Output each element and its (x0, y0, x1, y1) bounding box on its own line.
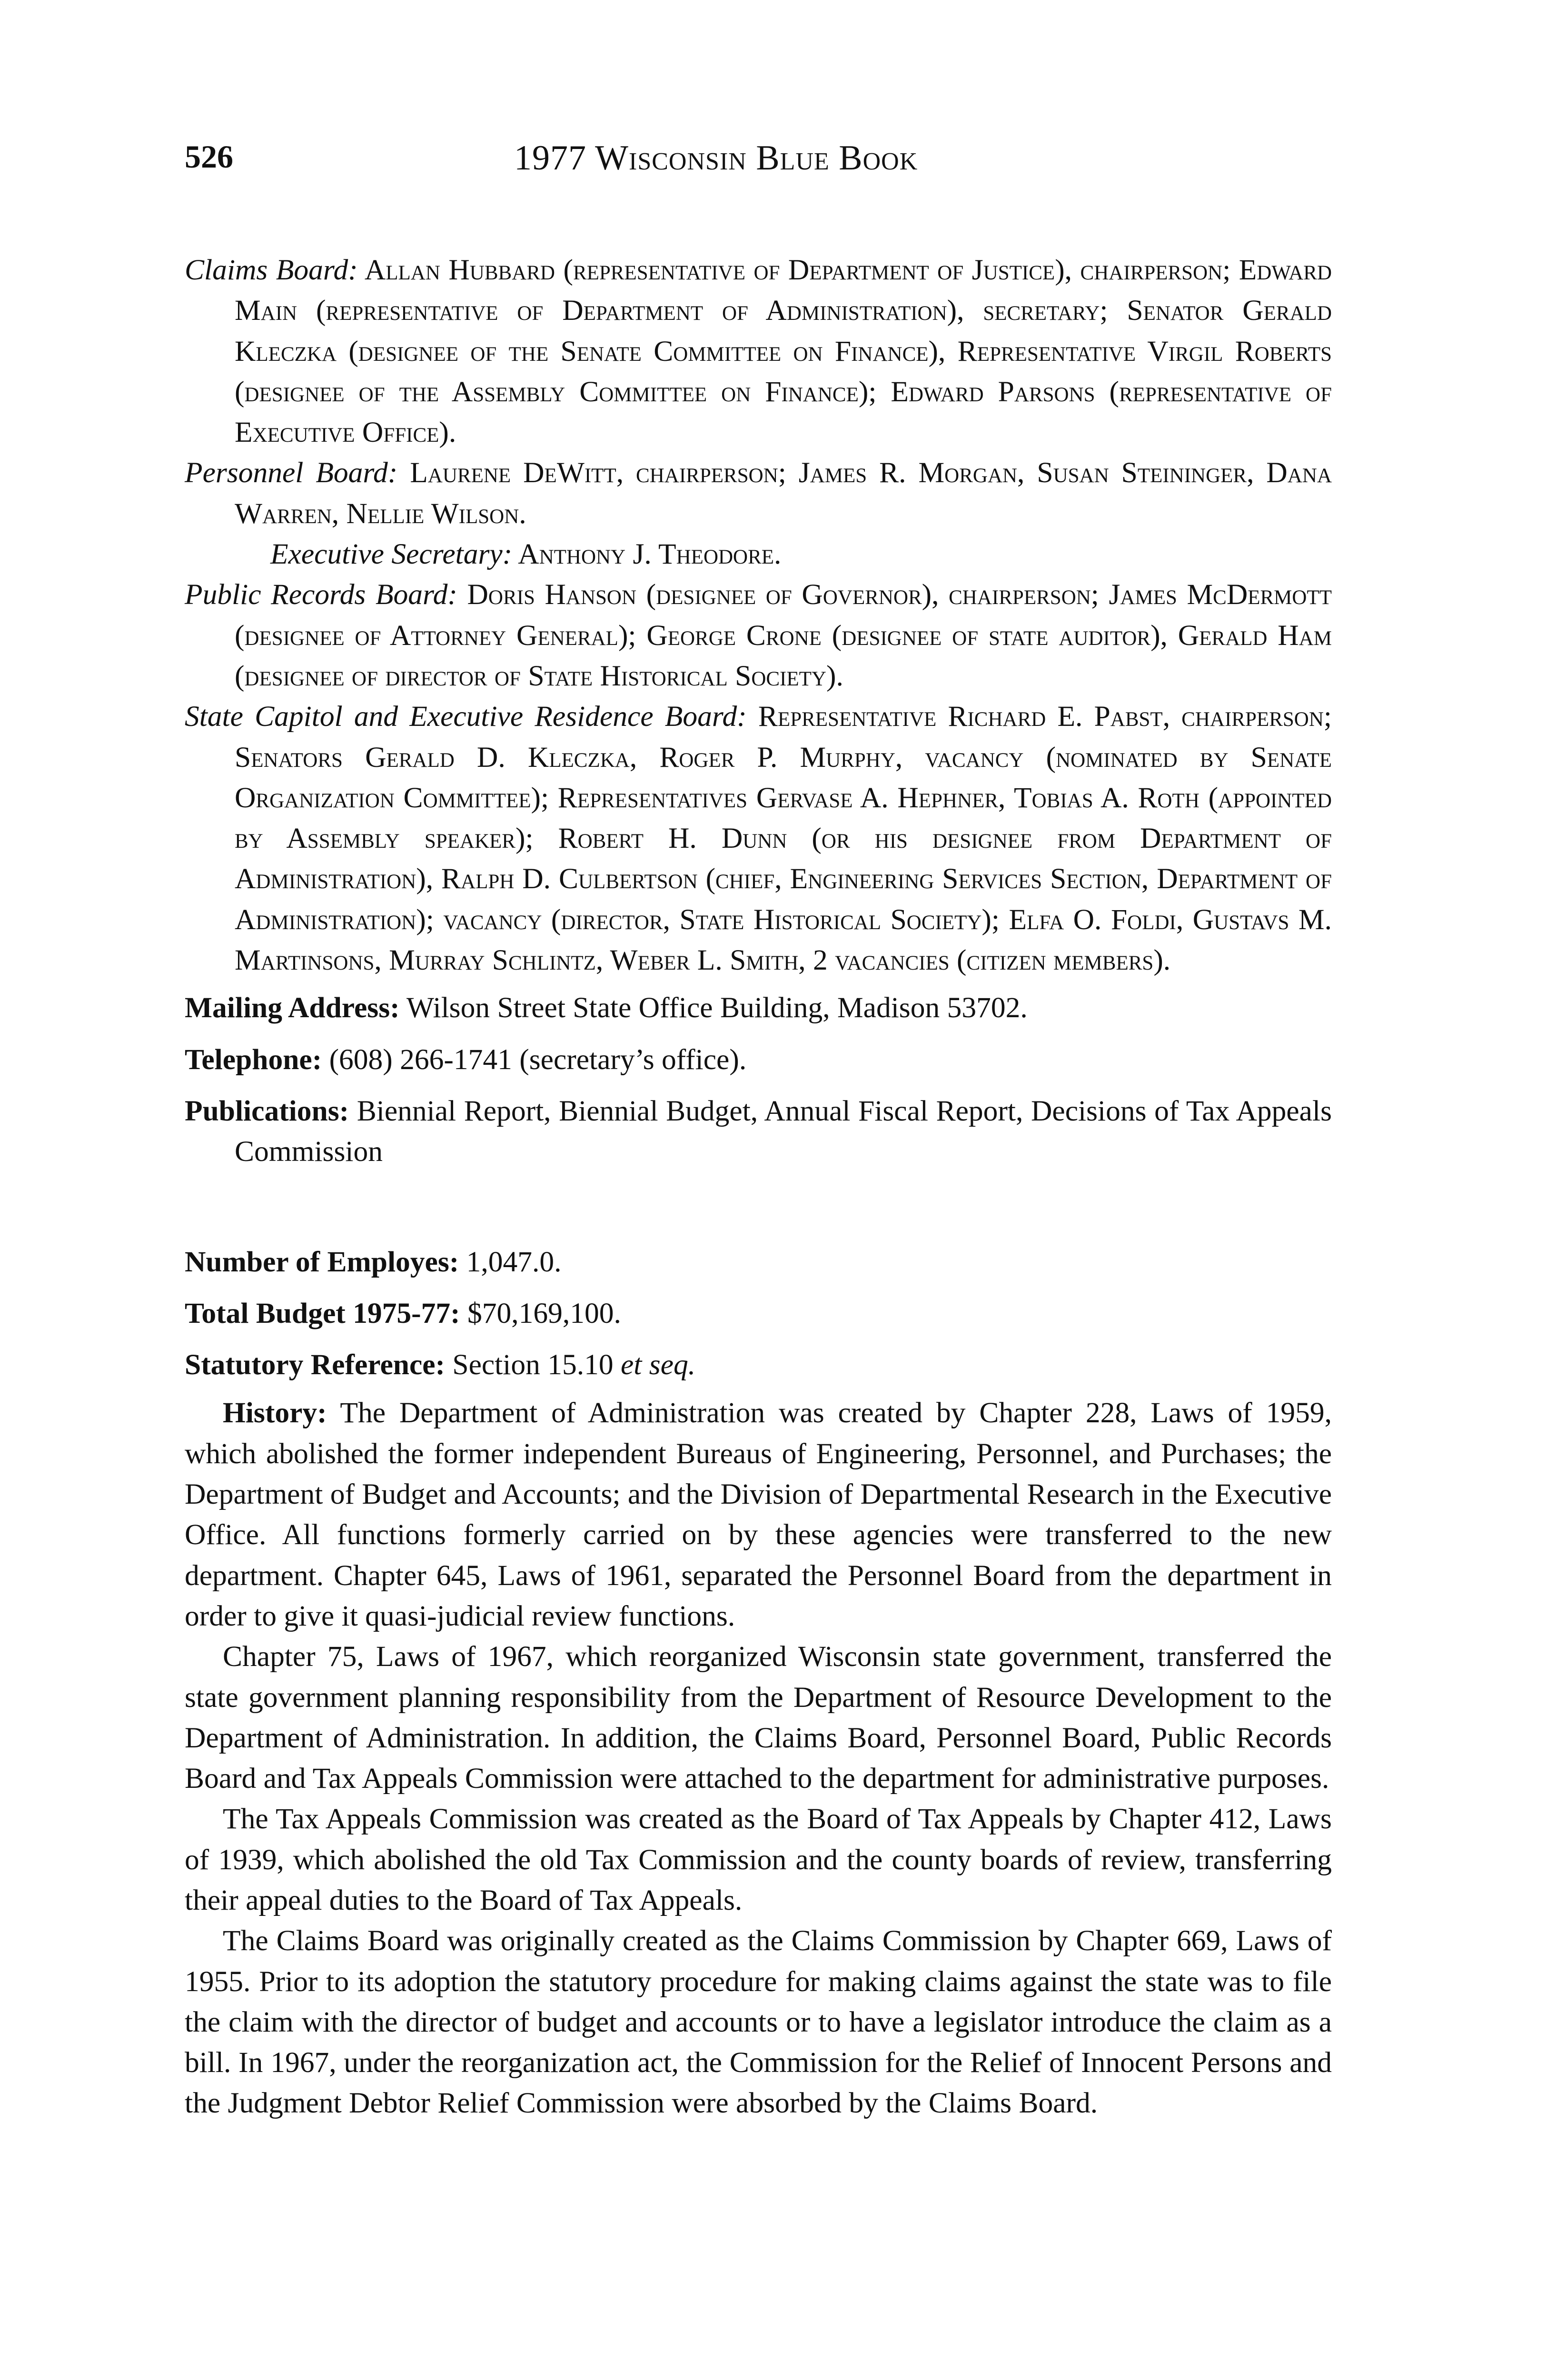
fact-value: $70,169,100. (460, 1297, 621, 1329)
fact-label: Total Budget 1975-77: (185, 1297, 460, 1329)
executive-secretary-entry (185, 534, 1332, 575)
history-paragraph: Chapter 75, Laws of 1967, which reorganized Wisconsin state government, transferred the state government planning responsibility from the Department of Resource Development to the Department of Administration. In addition, the Claims Board, Personnel Board, Public Records Board and Tax Appeals Commission were attached to the department for administrative purposes. (185, 1640, 1332, 1795)
publications (185, 1091, 1332, 1172)
board-members: Allan Hubbard (representative of Department of Justice), chairperson; Edward Main (representative of Department of Administration), secretary; Senator Gerald Kleczka (designee of the Senate Committee on Finance), Representative Virgil Roberts (designee of the Assembly Committee on Finance); Edward Parsons (representative of Executive Office). (235, 254, 1332, 449)
page-body (185, 250, 1332, 2124)
page-header (185, 138, 1332, 190)
history-paragraph: The Tax Appeals Commission was created as the Board of Tax Appeals by Chapter 412, Laws of 1939, which abolished the old Tax Commission and the county boards of review, transferring their appeal duties to the Board of Tax Appeals. (185, 1803, 1332, 1916)
fact-label: Publications: (185, 1094, 349, 1127)
history-text: The Department of Administration was created by Chapter 228, Laws of 1959, which abolished the former independent Bureaus of Engineering, Personnel, and Purchases; the Department of Budget and Accounts; and the Division of Departmental Research in the Executive Office. All functions formerly carried on by these agencies were transferred to the new department. Chapter 645, Laws of 1961, separated the Personnel Board from the department in order to give it quasi-judicial review functions. (185, 1397, 1332, 1632)
statutory-reference (185, 1345, 1332, 1385)
board-label: Executive Secretary: (270, 538, 513, 571)
fact-value: Wilson Street State Office Building, Madison 53702. (399, 992, 1028, 1024)
board-label: Personnel Board: (185, 456, 398, 489)
fact-value: Biennial Report, Biennial Budget, Annual Fiscal Report, Decisions of Tax Appeals Commission (235, 1094, 1332, 1168)
public-records-board-entry (185, 575, 1332, 696)
fact-label: Number of Employes: (185, 1245, 459, 1278)
fact-value: Section 15.10 (445, 1349, 621, 1381)
board-label: Public Records Board: (185, 578, 457, 611)
running-title: 1977 Wisconsin Blue Book (514, 139, 918, 178)
page-number: 526 (185, 139, 233, 175)
claims-board-entry (185, 250, 1332, 453)
fact-label: Statutory Reference: (185, 1349, 446, 1381)
fact-label: Mailing Address: (185, 992, 400, 1024)
history-paragraph: The Claims Board was originally created as the Claims Commission by Chapter 669, Laws of 1955. Prior to its adoption the statutory procedure for making claims against the state was to file the claim with the director of budget and accounts or to have a legislator introduce the claim as a bill. In 1967, under the reorganization act, the Commission for the Relief of Innocent Persons and the Judgment Debtor Relief Commission were absorbed by the Claims Board. (185, 1924, 1332, 2120)
total-budget (185, 1293, 1332, 1334)
fact-value: 1,047.0. (459, 1245, 562, 1278)
board-members: Anthony J. Theodore. (512, 538, 782, 571)
capitol-residence-board-entry (185, 696, 1332, 981)
personnel-board-entry (185, 453, 1332, 534)
fact-value: (608) 266-1741 (secretary’s office). (322, 1043, 747, 1076)
board-label: State Capitol and Executive Residence Board: (185, 700, 747, 733)
fact-value-italic: et seq. (621, 1349, 696, 1381)
history-paragraph (185, 1393, 1332, 1636)
fact-label: Telephone: (185, 1043, 322, 1076)
mailing-address (185, 988, 1332, 1028)
board-members: Laurene DeWitt, chairperson; James R. Morgan, Susan Steininger, Dana Warren, Nellie Wilson. (235, 456, 1332, 530)
telephone (185, 1040, 1332, 1080)
board-members: Representative Richard E. Pabst, chairperson; Senators Gerald D. Kleczka, Roger P. Murphy, vacancy (nominated by Senate Organization Committee); Representatives Gervase A. Hephner, Tobias A. Roth (appointed by Assembly speaker); Robert H. Dunn (or his designee from Department of Administration), Ralph D. Culbertson (chief, Engineering Services Section, Department of Administration); vacancy (director, State Historical Society); Elfa O. Foldi, Gustavs M. Martinsons, Murray Schlintz, Weber L. Smith, 2 vacancies (citizen members). (235, 700, 1332, 977)
number-of-employes (185, 1242, 1332, 1282)
board-label: Claims Board: (185, 254, 358, 286)
board-members: Doris Hanson (designee of Governor), chairperson; James McDermott (designee of Attorney General); George Crone (designee of state auditor), Gerald Ham (designee of director of State Historical Society). (235, 578, 1332, 692)
history-label: History: (223, 1397, 327, 1429)
